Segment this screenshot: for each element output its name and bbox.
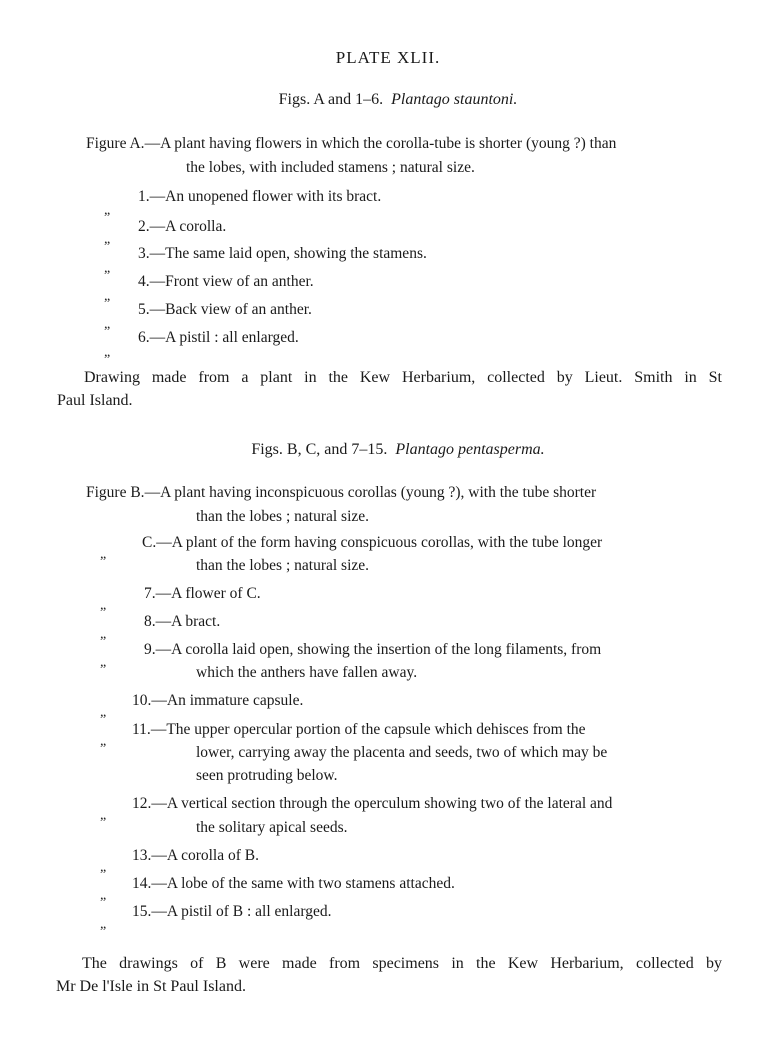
item-text: —A corolla laid open, showing the insertion of the long filaments, from — [155, 641, 602, 658]
ditto-mark: „ — [100, 705, 107, 720]
item-label: 9. — [144, 641, 156, 658]
section-a-heading-species: Plantago stauntoni. — [391, 91, 518, 108]
section-a-heading — [10, 91, 776, 109]
item-label: 7. — [144, 585, 156, 602]
section-b-note-line-2: Mr De l'Isle in St Paul Island. — [56, 978, 246, 995]
item-text: —A pistil of B : all enlarged. — [151, 903, 332, 920]
list-item: 2.—A corolla. — [138, 218, 227, 235]
figure-b-text-1: —A plant having inconspicuous corollas (young ?), with the tube shorter — [144, 484, 597, 501]
section-a-heading-prefix: Figs. A and 1–6. — [278, 91, 384, 108]
plate-title: PLATE XLII. — [335, 48, 441, 67]
list-item — [132, 721, 586, 739]
list-item: 3.—The same laid open, showing the stamens. — [138, 245, 427, 262]
list-item: 1.—An unopened flower with its bract. — [138, 188, 382, 205]
list-item-continuation: which the anthers have fallen away. — [196, 664, 418, 681]
section-a-note-line-2: Paul Island. — [57, 392, 133, 409]
list-item-continuation: than the lobes ; natural size. — [196, 557, 370, 574]
list-item-continuation: the solitary apical seeds. — [196, 819, 348, 836]
list-item — [144, 585, 261, 603]
item-label: C. — [142, 534, 157, 551]
section-b-heading-species: Plantago pentasperma. — [395, 441, 545, 458]
figure-a-line-1 — [86, 135, 616, 153]
figure-b-line-1 — [86, 484, 596, 502]
ditto-mark: „ — [100, 734, 107, 749]
list-item-continuation: seen protruding below. — [196, 767, 338, 784]
section-b-heading — [10, 441, 776, 459]
list-item: 4.—Front view of an anther. — [138, 273, 314, 290]
list-item — [132, 875, 455, 893]
figure-b-line-2: than the lobes ; natural size. — [196, 508, 370, 525]
ditto-mark: „ — [100, 888, 107, 903]
item-text: —A corolla of B. — [151, 847, 259, 864]
ditto-mark: „ — [104, 261, 111, 276]
figure-a-line-2: the lobes, with included stamens ; natural size. — [186, 159, 475, 176]
item-text: —A lobe of the same with two stamens attached. — [151, 875, 455, 892]
item-text: —An immature capsule. — [151, 692, 304, 709]
ditto-mark: „ — [100, 598, 107, 613]
list-item — [132, 795, 612, 813]
list-item — [144, 641, 601, 659]
item-text: —The upper opercular portion of the capsule which dehisces from the — [150, 721, 586, 738]
ditto-mark: „ — [104, 345, 111, 360]
ditto-mark: „ — [104, 289, 111, 304]
ditto-mark: „ — [100, 917, 107, 932]
list-item-continuation: lower, carrying away the placenta and seeds, two of which may be — [196, 744, 608, 761]
item-label: 10. — [132, 692, 152, 709]
section-a-note-line-1: Drawing made from a plant in the Kew Herbarium, collected by Lieut. Smith in St — [84, 369, 722, 386]
section-b-heading-prefix: Figs. B, C, and 7–15. — [251, 441, 388, 458]
item-label: 14. — [132, 875, 152, 892]
item-label: 15. — [132, 903, 152, 920]
list-item — [144, 613, 220, 631]
ditto-mark: „ — [100, 627, 107, 642]
item-label: 8. — [144, 613, 156, 630]
figure-a-label: Figure A. — [86, 135, 145, 152]
list-item: 5.—Back view of an anther. — [138, 301, 312, 318]
item-label: 11. — [132, 721, 151, 738]
item-label: 13. — [132, 847, 152, 864]
list-item — [132, 847, 259, 865]
item-text: —A flower of C. — [155, 585, 261, 602]
figure-a-text-1: —A plant having flowers in which the corolla-tube is shorter (young ?) than — [144, 135, 617, 152]
list-item — [132, 692, 303, 710]
ditto-mark: „ — [104, 203, 111, 218]
ditto-mark: „ — [104, 232, 111, 247]
item-text: —A bract. — [155, 613, 221, 630]
ditto-mark: „ — [104, 317, 111, 332]
item-text: —A plant of the form having conspicuous corollas, with the tube longer — [156, 534, 603, 551]
figure-b-label: Figure B. — [86, 484, 145, 501]
item-label: 12. — [132, 795, 152, 812]
section-b-note-line-1: The drawings of B were made from specimens in the Kew Herbarium, collected by — [82, 955, 722, 972]
list-item — [132, 903, 331, 921]
ditto-mark: „ — [100, 860, 107, 875]
list-item: 6.—A pistil : all enlarged. — [138, 329, 299, 346]
ditto-mark: „ — [100, 547, 107, 562]
ditto-mark: „ — [100, 808, 107, 823]
item-text: —A vertical section through the operculum showing two of the lateral and — [151, 795, 613, 812]
ditto-mark: „ — [100, 655, 107, 670]
list-item — [142, 534, 602, 552]
